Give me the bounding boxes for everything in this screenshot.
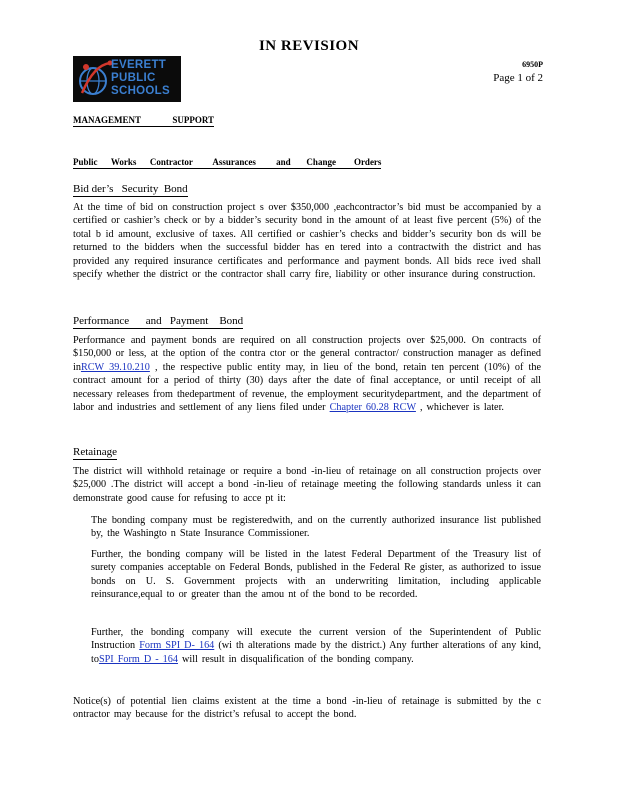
chapter-60-28-rcw-link[interactable]: Chapter 60.28 RCW [329, 402, 416, 414]
performance-text-2: , the respective public entity may, in lieu of the bond, retain ten percent (10%) of the contract amount for a period of thirty (30) days after the date of final acceptance, or until receipt of all necessary releases from thedepartment of revenue, the employment securitydepartment, and the department of labor and industries and settlement of any liens filed under [73, 361, 541, 414]
retainage-heading: Retainage [73, 446, 117, 458]
performance-bond-paragraph [73, 334, 541, 414]
globe-icon [76, 59, 114, 99]
retainage-bullet-1: The bonding company must be registeredwith, and on the currently authorized insurance list published by, the Washingto n State Insurance Commissioner. [91, 515, 541, 540]
district-logo [73, 56, 181, 102]
bullet-3-text-a: Further, the bonding company will execute the current version of the Superintendent of Public Instruction [91, 627, 541, 652]
spi-form-d-164-link[interactable]: SPI Form D - 164 [98, 653, 178, 665]
retainage-bullet-3 [91, 626, 541, 666]
bullet-3-text-b: (wi th alterations made by the district.) Any further alterations of any kind, to [91, 640, 541, 665]
policy-number: 6950P [522, 60, 543, 69]
rcw-39-10-210-link[interactable]: RCW 39.10.210 [80, 361, 150, 373]
retainage-intro: The district will withhold retainage or require a bond -in-lieu of retainage on all construction projects over $25,000 .The district will accept a bond -in-lieu of retainage meeting the following standards unless it can demonstrate good cause for refusing to acce pt it: [73, 466, 541, 504]
logo-text-line-3: SCHOOLS [111, 85, 170, 97]
logo-text-line-1: EVERETT [111, 59, 167, 71]
performance-text-3: , whichever is later. [415, 402, 504, 414]
lien-notice-paragraph: Notice(s) of potential lien claims existent at the time a bond -in-lieu of retainage is submitted by the c ontractor may because for the district’s refusal to accept the bond. [73, 696, 541, 721]
bullet-3-text-c: will result in disqualification of the bonding company. [177, 653, 414, 665]
policy-title: Public Works Contractor Assurances and Change Orders [73, 157, 382, 167]
performance-bond-heading: Performance and Payment Bond [73, 315, 244, 327]
section-label: MANAGEMENT SUPPORT [73, 115, 215, 125]
page-title: IN REVISION [258, 38, 360, 54]
logo-text-line-2: PUBLIC [111, 72, 156, 84]
bidders-bond-heading: Bid der’s Security Bond [73, 183, 188, 195]
bidders-bond-paragraph: At the time of bid on construction project s over $350,000 ,eachcontractor’s bid must be accompanied by a certified or cashier’s check or by a bidder’s security bond in the amount of at least five percent (5%) of the total b id amount, exclusive of taxes. All certified or cashier’s checks and bidder’s security bon ds will be returned to the bidders when the successful bidder has en tered into a contractwith the district and has provided any required insurance certificates and performance and payment bonds. All bids rece ived shall specify whether the district or the contractor shall carry fire, liability or other insurance during construction. [73, 202, 541, 281]
form-spi-d-164-link[interactable]: Form SPI D- 164 [139, 640, 215, 652]
performance-text-1: Performance and payment bonds are required on all construction projects over $25,000. On contracts of $150,000 or less, at the option of the contra ctor or the general contractor/ construction manager as defined in [73, 335, 541, 373]
retainage-bullet-2: Further, the bonding company will be listed in the latest Federal Department of the Treasury list of surety companies acceptable on Federal Bonds, published in the Federal Re gister, as authorized to issue bonds on U. S. Government projects with an underwriting limitation, including applicable reinsurance,equal to or greater than the amou nt of the bond to be recorded. [91, 549, 541, 601]
page-indicator: Page 1 of 2 [493, 72, 543, 84]
